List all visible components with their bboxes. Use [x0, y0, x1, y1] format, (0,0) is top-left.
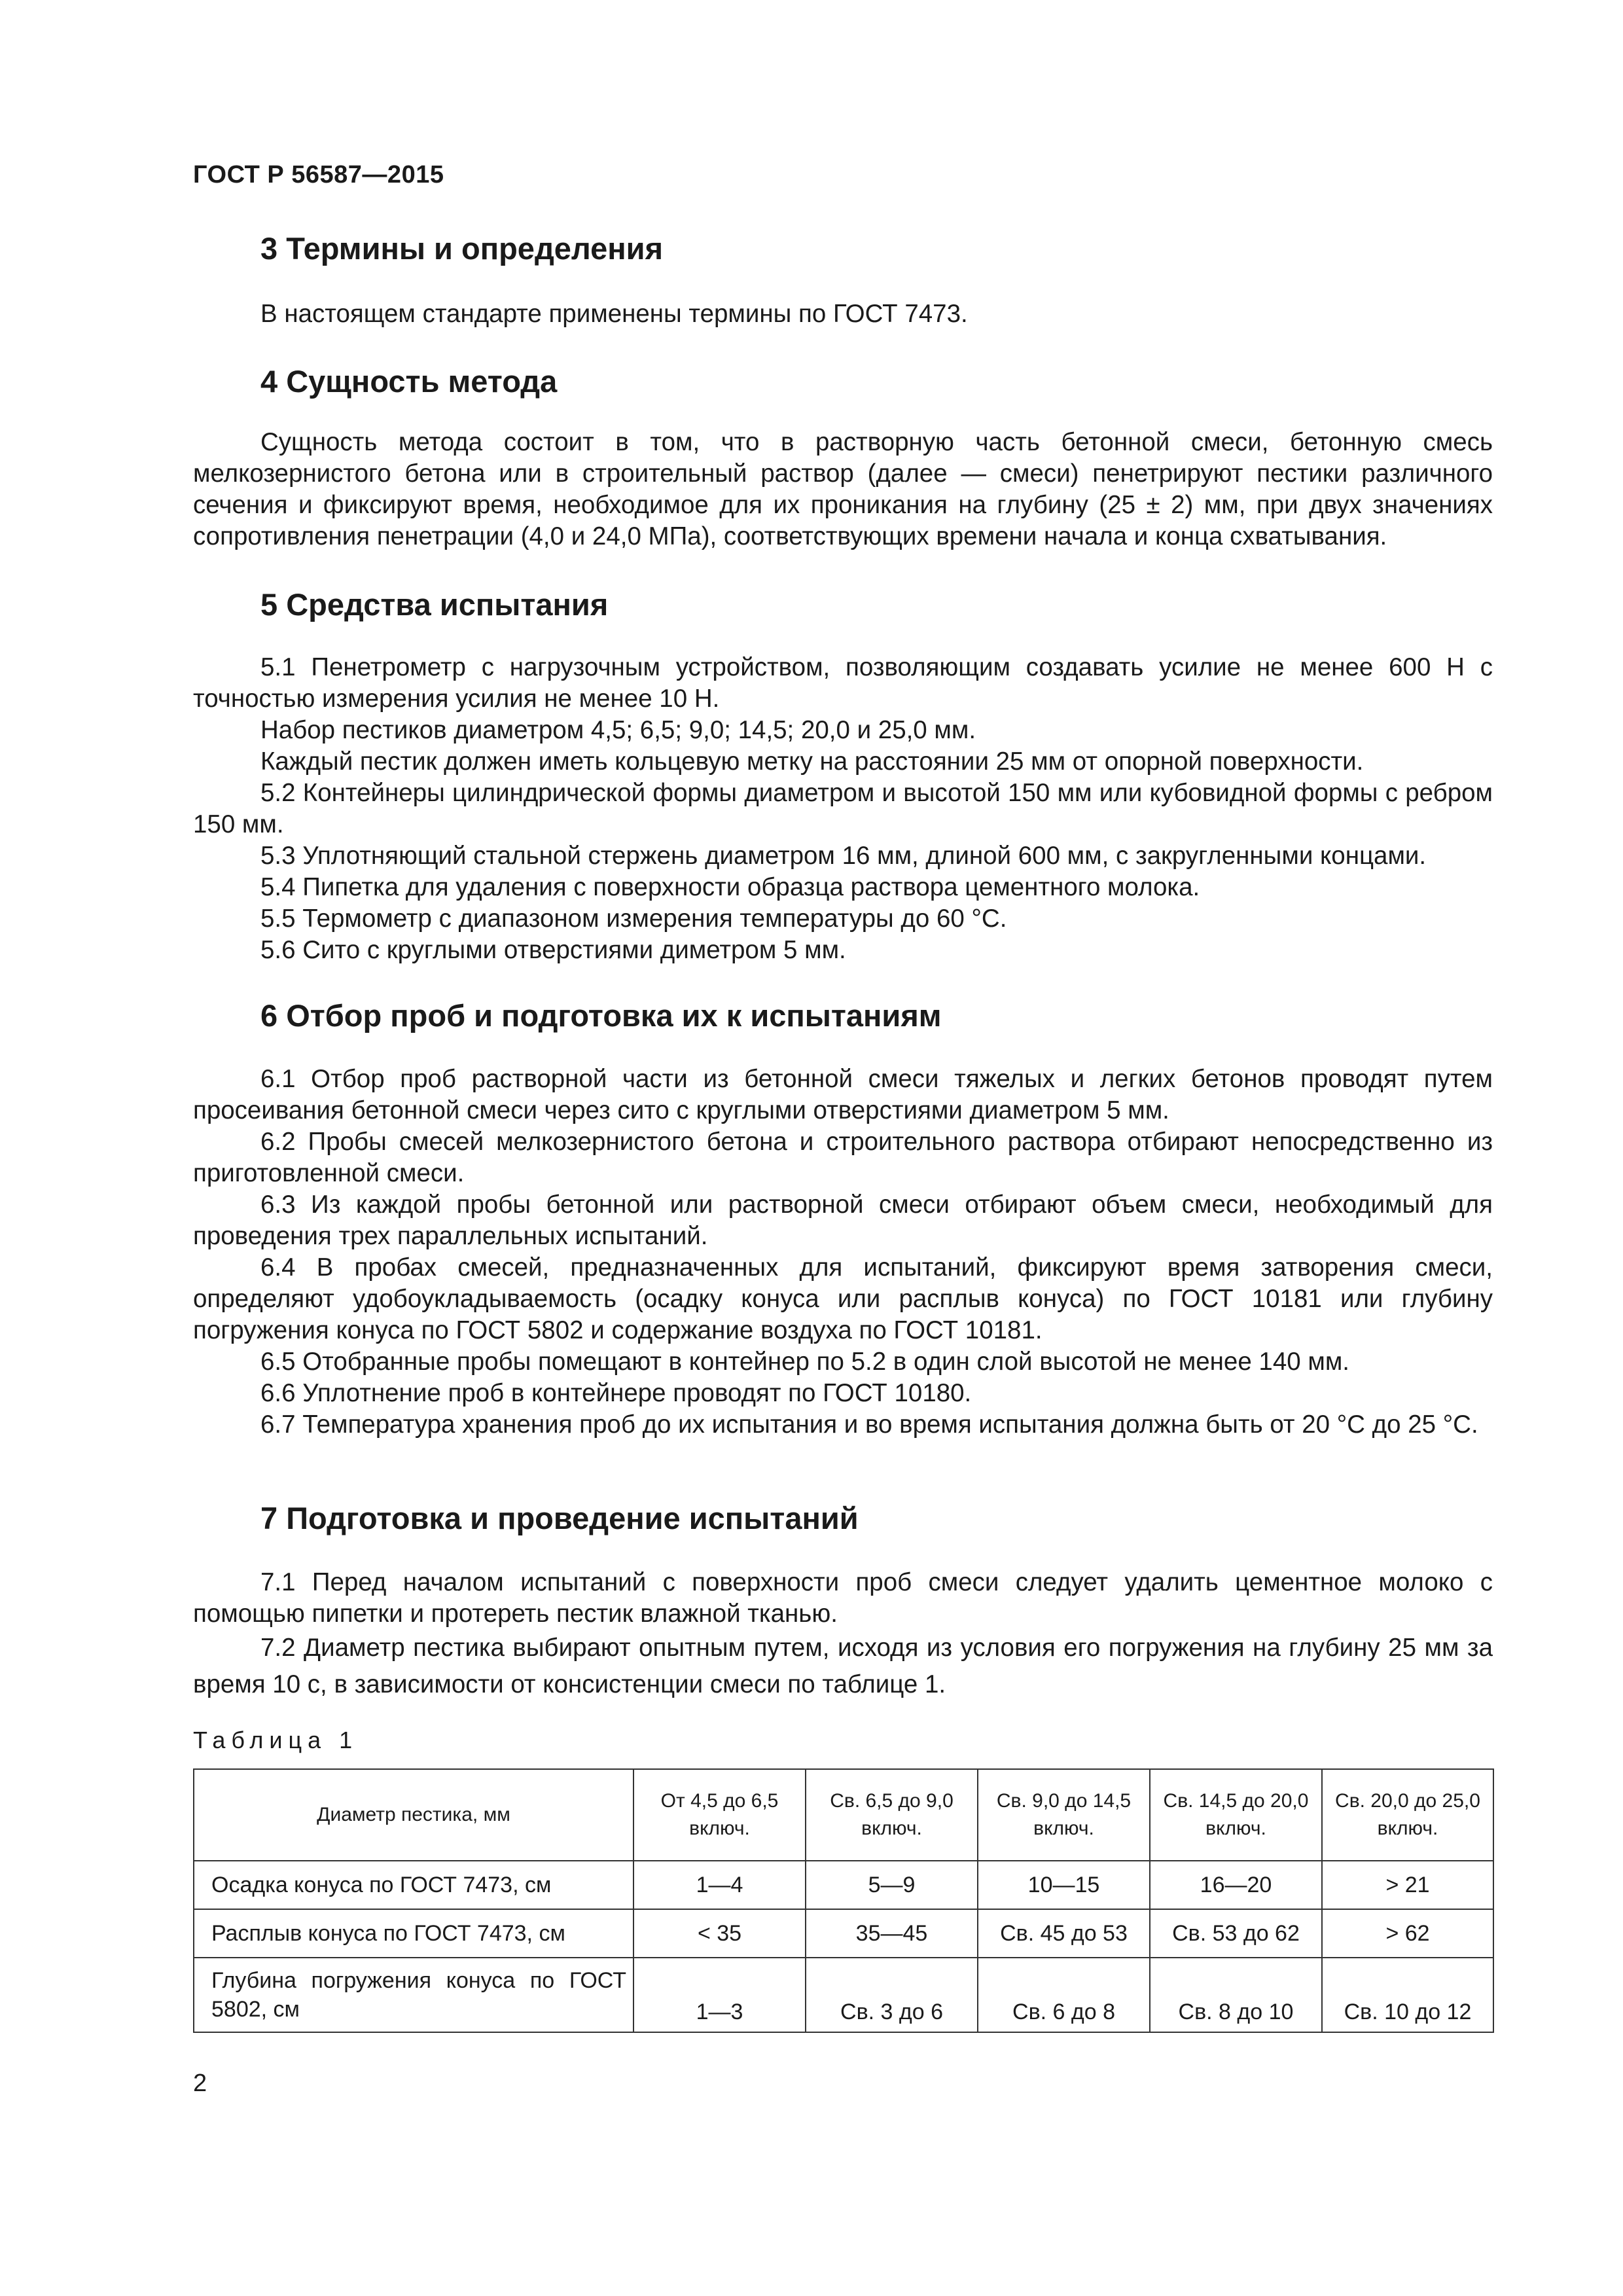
table-cell: 5—9 — [806, 1861, 978, 1909]
table-header-cell: Св. 20,0 до 25,0 включ. — [1322, 1769, 1493, 1861]
section-4-text: Сущность метода состоит в том, что в растворную часть бетонной смеси, бетонную смесь мелкозернистого бетона или в строительный раствор (далее — смеси) пенетрируют пестики различного сечения и фиксируют время, необходимое для их проникания на глубину (25 ± 2) мм, при двух значениях сопротивления пенетрации (4,0 и 24,0 МПа), соответствующих времени начала и конца схватывания. — [193, 428, 1493, 550]
standard-code: ГОСТ Р 56587—2015 — [193, 161, 444, 188]
clause-7-2: 7.2 Диаметр пестика выбирают опытным путем, исходя из условия его погружения на глубину 25 мм за время 10 с, в зависимости от консистенции смеси по таблице 1. — [193, 1634, 1493, 1698]
table-header-cell: Св. 6,5 до 9,0 включ. — [806, 1769, 978, 1861]
table-cell: Св. 8 до 10 — [1150, 1958, 1322, 2032]
table-cell: 16—20 — [1150, 1861, 1322, 1909]
table-1 — [193, 1768, 1494, 2033]
table-cell: 1—4 — [633, 1861, 806, 1909]
table-cell: Св. 10 до 12 — [1322, 1958, 1493, 2032]
clause-6-7: 6.7 Температура хранения проб до их испытания и во время испытания должна быть от 20 °С до 25 °С. — [260, 1410, 1478, 1439]
table-header-cell: Св. 14,5 до 20,0 включ. — [1150, 1769, 1322, 1861]
clause-5-6: 5.6 Сито с круглыми отверстиями диметром 5 мм. — [260, 936, 846, 964]
table-cell: Глубина погружения конуса по ГОСТ 5802, см — [194, 1958, 633, 2032]
table-row — [194, 1909, 1493, 1958]
table-cell: > 62 — [1322, 1909, 1493, 1958]
table-cell: Св. 6 до 8 — [978, 1958, 1150, 2032]
table-header-row — [194, 1769, 1493, 1861]
table-cell: Св. 3 до 6 — [806, 1958, 978, 2032]
table-cell: Св. 45 до 53 — [978, 1909, 1150, 1958]
table-cell: Св. 53 до 62 — [1150, 1909, 1322, 1958]
table-cell: Осадка конуса по ГОСТ 7473, см — [194, 1861, 633, 1909]
table-cell: > 21 — [1322, 1861, 1493, 1909]
clause-5-3: 5.3 Уплотняющий стальной стержень диаметром 16 мм, длиной 600 мм, с закругленными концами. — [260, 842, 1427, 870]
table-header-cell: Св. 9,0 до 14,5 включ. — [978, 1769, 1150, 1861]
clause-5-4: 5.4 Пипетка для удаления с поверхности образца раствора цементного молока. — [260, 873, 1200, 901]
table-cell: 10—15 — [978, 1861, 1150, 1909]
clause-5-5: 5.5 Термометр с диапазоном измерения температуры до 60 °С. — [260, 905, 1007, 933]
table-header-cell: От 4,5 до 6,5 включ. — [633, 1769, 806, 1861]
clause-7-1: 7.1 Перед началом испытаний с поверхности проб смеси следует удалить цементное молоко с помощью пипетки и протереть пестик влажной тканью. — [193, 1568, 1493, 1628]
table-caption: Таблица 1 — [193, 1727, 359, 1753]
clause-5-1-mark: Каждый пестик должен иметь кольцевую метку на расстоянии 25 мм от опорной поверхности. — [260, 747, 1364, 776]
clause-6-6: 6.6 Уплотнение проб в контейнере проводят по ГОСТ 10180. — [260, 1379, 972, 1407]
table-cell: < 35 — [633, 1909, 806, 1958]
table-header-cell: Диаметр пестика, мм — [194, 1769, 633, 1861]
clause-5-1: 5.1 Пенетрометр с нагрузочным устройством, позволяющим создавать усилие не менее 600 Н с точностью измерения усилия не менее 10 Н. — [193, 653, 1493, 713]
section-6-title: 6 Отбор проб и подготовка их к испытаниям — [260, 998, 942, 1033]
clause-6-1: 6.1 Отбор проб растворной части из бетонной смеси тяжелых и легких бетонов проводят путем просеивания бетонной смеси через сито с круглыми отверстиями диаметром 5 мм. — [193, 1065, 1493, 1124]
section-7-title: 7 Подготовка и проведение испытаний — [260, 1501, 859, 1535]
table-cell: Расплыв конуса по ГОСТ 7473, см — [194, 1909, 633, 1958]
table-cell: 1—3 — [633, 1958, 806, 2032]
table-row — [194, 1861, 1493, 1909]
clause-5-1-pestles: Набор пестиков диаметром 4,5; 6,5; 9,0; 14,5; 20,0 и 25,0 мм. — [260, 716, 976, 744]
table-row — [194, 1958, 1493, 2032]
section-5-title: 5 Средства испытания — [260, 587, 609, 622]
page-number: 2 — [193, 2070, 207, 2097]
section-3-title: 3 Термины и определения — [260, 231, 663, 266]
table-cell: 35—45 — [806, 1909, 978, 1958]
clause-6-2: 6.2 Пробы смесей мелкозернистого бетона и строительного раствора отбирают непосредственно из приготовленной смеси. — [193, 1128, 1493, 1187]
clause-6-3: 6.3 Из каждой пробы бетонной или растворной смеси отбирают объем смеси, необходимый для проведения трех параллельных испытаний. — [193, 1191, 1493, 1250]
section-4-title: 4 Сущность метода — [260, 364, 558, 399]
clause-6-5: 6.5 Отобранные пробы помещают в контейнер по 5.2 в один слой высотой не менее 140 мм. — [260, 1348, 1349, 1376]
clause-5-2: 5.2 Контейнеры цилиндрической формы диаметром и высотой 150 мм или кубовидной формы с ребром 150 мм. — [193, 779, 1493, 838]
section-3-text: В настоящем стандарте применены термины по ГОСТ 7473. — [260, 300, 968, 328]
clause-6-4: 6.4 В пробах смесей, предназначенных для испытаний, фиксируют время затворения смеси, определяют удобоукладываемость (осадку конуса или расплыв конуса) по ГОСТ 10181 или глубину погружения конуса по ГОСТ 5802 и содержание воздуха по ГОСТ 10181. — [193, 1253, 1493, 1344]
